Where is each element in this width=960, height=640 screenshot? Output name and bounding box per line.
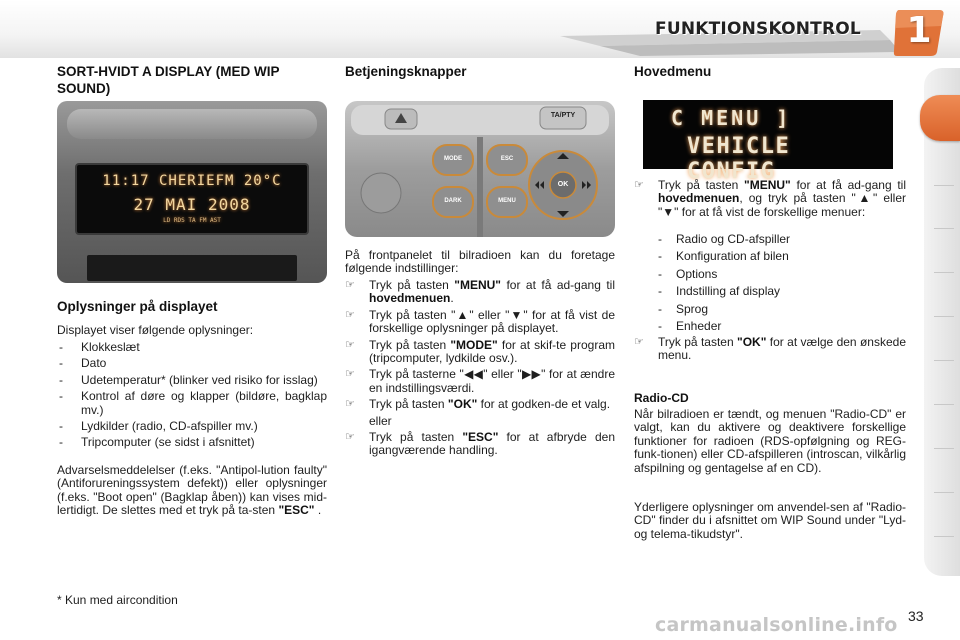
list-item: ☞ Tryk på tasten "MENU" for at få ad-gang til hovedmenuen, og tryk på tasten "▲" eller "▼" for at få vist de forskellige menuer: bbox=[634, 178, 906, 219]
section-tab-divider bbox=[934, 228, 954, 229]
display-lcd bbox=[75, 163, 309, 235]
arrow-icon: ☞ bbox=[345, 368, 355, 381]
list-item: - Lydkilder (radio, CD-afspiller mv.) bbox=[59, 419, 258, 434]
main-menu-list bbox=[634, 233, 906, 337]
section-tab-divider bbox=[934, 492, 954, 493]
list-item: - Options bbox=[658, 266, 718, 281]
list-item: ☞ Tryk på tasten "▲" eller "▼" for at få vist de forskellige oplysninger på displayet. bbox=[345, 307, 615, 336]
arrow-icon: ☞ bbox=[345, 431, 355, 444]
list-item: ☞ Tryk på tasten "MENU" for at få ad-gang til hovedmenuen. bbox=[345, 278, 615, 306]
list-item: ☞ Tryk på tasterne "◀◀" eller "▶▶" for at ændre en indstillingsværdi. bbox=[345, 367, 615, 395]
control-panel-photo bbox=[345, 101, 615, 237]
lcd-line-indicators: LD RDS TA FM AST bbox=[163, 217, 221, 224]
arrow-icon: ☞ bbox=[634, 179, 644, 191]
list-item: - Enheder bbox=[658, 319, 722, 334]
menu-display-line2: VEHICLE CONFIG bbox=[687, 134, 791, 184]
list-item: - Sprog bbox=[658, 301, 709, 316]
display-photo bbox=[57, 101, 327, 283]
esc-button-label: ESC bbox=[500, 156, 514, 162]
list-item: - Tripcomputer (se sidst i afsnittet) bbox=[59, 435, 255, 450]
menu-button-label: MENU bbox=[498, 198, 516, 204]
ok-button-label: OK bbox=[557, 181, 569, 188]
display-slot bbox=[87, 255, 297, 281]
arrow-icon: ☞ bbox=[345, 338, 355, 351]
warning-paragraph: Advarselsmeddelelser (f.eks. "Antipol-lution faulty" (Antiforureningssystem defekt)) eller oplysninger (f.eks. "Boot open" (Bagklap åben)) kan vises mid-lertidigt. De slettes med et tryk på ta-sten "ESC" . bbox=[57, 463, 327, 518]
radio-cd-paragraph-1: Når bilradioen er tændt, og menuen "Radio-CD" er valgt, kan du aktivere og deaktivere forskellige funktioner for radioen (RDS-opfølgning og REG-funk-tionen) eller CD-afspilleren (introscan, vilkårlig afspilning og gentagelse af en CD). bbox=[634, 407, 906, 475]
list-item: ☞ Tryk på tasten "MODE" for at skif-te program (tripcomputer, lydkilde osv.). bbox=[345, 337, 615, 366]
display-info-heading: Oplysninger på displayet bbox=[57, 299, 218, 314]
display-info-list bbox=[57, 341, 327, 453]
section-tab-divider bbox=[934, 360, 954, 361]
chapter-title: FUNKTIONSKONTROL bbox=[655, 19, 861, 39]
controls-heading: Betjeningsknapper bbox=[345, 64, 467, 79]
section-tab-divider bbox=[934, 272, 954, 273]
controls-steps bbox=[345, 279, 615, 461]
watermark: carmanualsonline.info bbox=[655, 614, 898, 636]
list-item: ☞ Tryk på tasten "OK" for at godken-de et valg. bbox=[345, 397, 611, 412]
menu-display-photo bbox=[643, 100, 893, 184]
main-menu-heading: Hovedmenu bbox=[634, 64, 712, 79]
menu-display-line1: C MENU ] bbox=[671, 106, 792, 130]
section-tab-divider bbox=[934, 448, 954, 449]
page-number: 33 bbox=[908, 608, 924, 624]
section-tabs bbox=[924, 68, 960, 576]
section-tab-divider bbox=[934, 185, 954, 186]
display-info-intro: Displayet viser følgende oplysninger: bbox=[57, 323, 254, 337]
list-item: ☞ Tryk på tasten "OK" for at vælge den ønskede menu. bbox=[634, 335, 906, 363]
display-bezel bbox=[67, 109, 317, 139]
ta-pty-label: TA/PTY bbox=[550, 112, 576, 119]
lcd-line-date: 27 MAI 2008 bbox=[133, 195, 251, 214]
section-tab-active[interactable] bbox=[920, 95, 960, 141]
list-item: - Klokkeslæt bbox=[59, 340, 140, 354]
list-item: - Udetemperatur* (blinker ved risiko for isslag) bbox=[59, 372, 318, 387]
chapter-number: 1 bbox=[906, 10, 932, 51]
main-menu-step2 bbox=[634, 336, 906, 366]
mode-button-label: MODE bbox=[444, 156, 462, 162]
arrow-icon: ☞ bbox=[634, 336, 644, 348]
arrow-icon: ☞ bbox=[345, 279, 355, 291]
section-tab-divider bbox=[934, 316, 954, 317]
list-item: - Radio og CD-afspiller bbox=[658, 232, 791, 246]
list-item: - Dato bbox=[59, 356, 107, 371]
arrow-icon: ☞ bbox=[345, 398, 355, 411]
radio-cd-paragraph-2: Yderligere oplysninger om anvendel-sen af "Radio-CD" finder du i afsnittet om WIP Sound under "Lyd- og telema-tikudstyr". bbox=[634, 500, 906, 541]
radio-cd-heading: Radio-CD bbox=[634, 391, 689, 405]
display-section-heading: SORT-HVIDT A DISPLAY (MED WIP SOUND) bbox=[57, 64, 280, 96]
dark-button-label: DARK bbox=[444, 198, 462, 204]
list-item: - Konfiguration af bilen bbox=[658, 249, 789, 264]
footnote: * Kun med aircondition bbox=[57, 593, 178, 607]
list-item: - Kontrol af døre og klapper (bildøre, bagklap mv.) bbox=[59, 389, 327, 417]
list-item: eller bbox=[369, 413, 392, 428]
controls-intro: På frontpanelet til bilradioen kan du foretage følgende indstillinger: bbox=[345, 248, 615, 276]
main-menu-step1 bbox=[634, 179, 906, 222]
section-tab-divider bbox=[934, 536, 954, 537]
list-item: ☞ Tryk på tasten "ESC" for at afbryde den igangværende handling. bbox=[345, 430, 615, 458]
control-panel-drawing bbox=[345, 101, 615, 237]
arrow-icon: ☞ bbox=[345, 308, 355, 321]
lcd-line-time-station: 11:17 CHERIEFM 20°C bbox=[102, 173, 282, 189]
section-tab-divider bbox=[934, 404, 954, 405]
list-item: - Indstilling af display bbox=[658, 284, 781, 299]
